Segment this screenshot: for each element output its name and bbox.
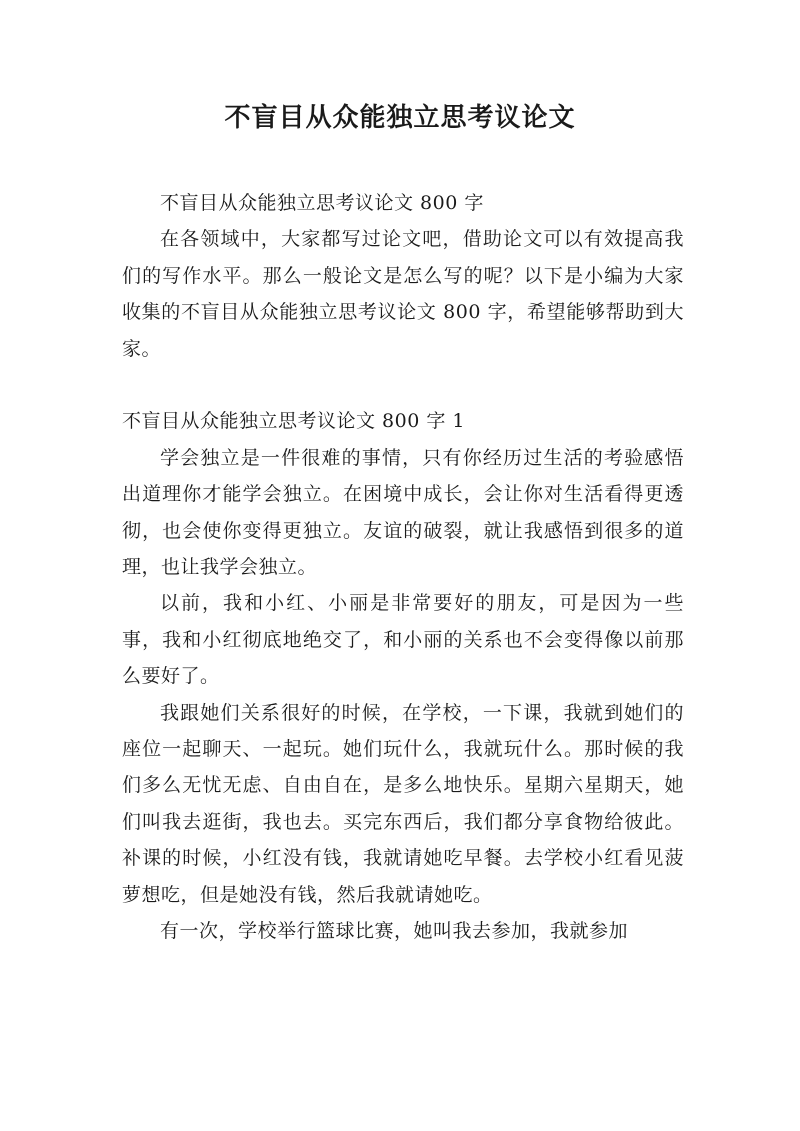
body-paragraph: 学会独立是一件很难的事情，只有你经历过生活的考验感悟出道理你才能学会独立。在困境中成长，会让你对生活看得更透彻，也会使你变得更独立。友谊的破裂，就让我感悟到很多的道理，也让我学会独立。 (122, 446, 684, 579)
blank-line (122, 367, 684, 403)
body-paragraph: 以前，我和小红、小丽是非常要好的朋友，可是因为一些事，我和小红彻底地绝交了，和小丽的关系也不会变得像以前那么要好了。 (122, 592, 684, 688)
section-heading: 不盲目从众能独立思考议论文 800 字 1 (122, 410, 465, 433)
document-title: 不盲目从众能独立思考议论文 (224, 103, 576, 133)
body-paragraph: 有一次，学校举行篮球比赛，她叫我去参加，我就参加 (160, 920, 629, 943)
document-body (122, 185, 684, 950)
body-paragraph: 我跟她们关系很好的时候，在学校，一下课，我就到她们的座位一起聊天、一起玩。她们玩什么，我就玩什么。那时候的我们多么无忧无虑、自由自在，是多么地快乐。星期六星期天，她们叫我去逛街，我也去。买完东西后，我们都分享食物给彼此。补课的时候，小红没有钱，我就请她吃早餐。去学校小红看见菠萝想吃，但是她没有钱，然后我就请她吃。 (122, 701, 684, 906)
intro-paragraph: 在各领域中，大家都写过论文吧，借助论文可以有效提高我们的写作水平。那么一般论文是怎么写的呢？以下是小编为大家收集的不盲目从众能独立思考议论文 800 字，希望能够帮助到大家。 (122, 228, 684, 360)
document-subtitle: 不盲目从众能独立思考议论文 800 字 (160, 192, 484, 214)
